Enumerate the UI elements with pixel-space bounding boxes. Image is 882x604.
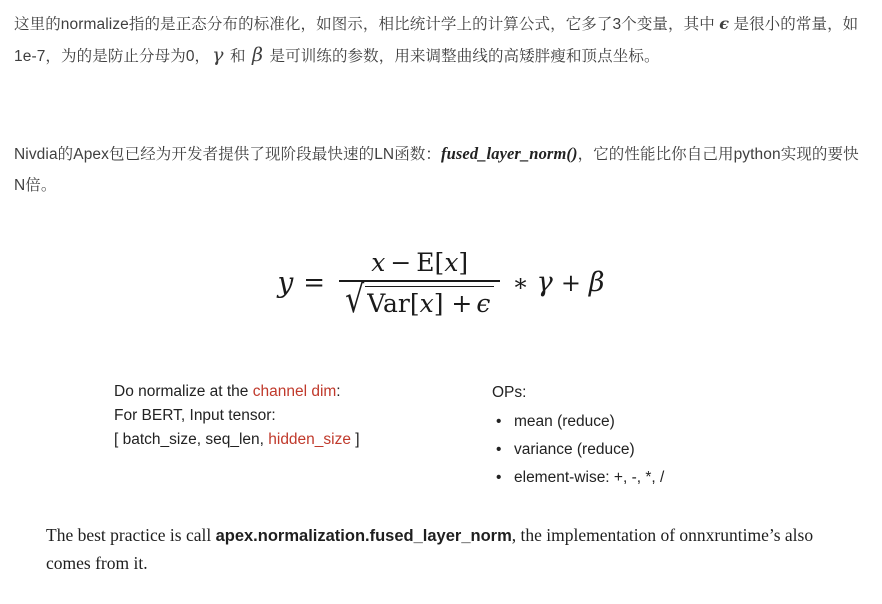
list-item <box>492 409 664 435</box>
list-item <box>492 437 664 463</box>
denominator-variance: Var[ <box>367 288 420 318</box>
hidden-size-highlight: hidden_size <box>268 431 351 448</box>
formula-row <box>277 248 605 322</box>
denominator-variance-x: x <box>419 288 434 318</box>
denominator-variance-close: ] + <box>433 288 473 318</box>
formula-beta: β <box>588 267 605 299</box>
numerator-expectation-close: ] <box>458 248 469 277</box>
radicand <box>365 286 494 318</box>
radical-sign: √ <box>345 277 365 322</box>
paragraph-normalize-explanation <box>14 8 866 72</box>
ops-title: OPs: <box>492 384 527 401</box>
paragraph-apex-note <box>14 138 866 201</box>
practice-pre: The best practice is call <box>46 525 216 545</box>
numerator-x: x <box>371 248 386 277</box>
formula-gamma: γ <box>536 267 553 299</box>
paragraph2-segment1: Nivdia的Apex包已经为开发者提供了现阶段最快速的LN函数： <box>14 146 442 163</box>
formula-lhs-y: y <box>277 266 294 300</box>
paragraph1-segment4: 是可训练的参数，用来调整曲线的高矮胖瘦和顶点坐标。 <box>265 48 660 65</box>
beta-symbol-inline: β <box>252 44 264 66</box>
formula-fraction <box>335 248 504 322</box>
notes-left-line3-pre: [ batch_size, seq_len, <box>114 431 269 448</box>
paragraph1-segment3: 和 <box>225 48 251 65</box>
ops-item-label: element-wise: +, -, *, / <box>514 469 665 486</box>
best-practice-note <box>46 522 846 577</box>
notes-left-line3-post: ] <box>350 431 360 448</box>
ops-item-label: variance (reduce) <box>514 441 635 458</box>
practice-post: , the implementation of onnxruntime’s also comes from it. <box>46 525 814 573</box>
paragraph2-segment2: ，它的性能比你自己用python实现的要快N倍。 <box>14 146 859 194</box>
formula-equals-sign: = <box>303 267 326 298</box>
layer-norm-formula <box>0 248 882 322</box>
numerator-expectation: E[ <box>416 248 445 277</box>
fused-layer-norm-code: fused_layer_norm() <box>441 144 578 163</box>
numerator-minus: − <box>390 248 412 277</box>
denominator-epsilon: ϵ <box>476 288 491 318</box>
notes-right-column <box>492 380 664 493</box>
notes-left-line2: For BERT, Input tensor: <box>114 407 276 424</box>
formula-plus-sign: + <box>560 268 581 297</box>
paragraph1-segment1: 这里的normalize指的是正态分布的标准化，如图示，相比统计学上的计算公式，它多了3个变量，其中 <box>14 16 720 33</box>
list-item <box>492 465 664 491</box>
paragraph1-segment2: 是很小的常量，如1e-7，为的是防止分母为0， <box>14 16 859 65</box>
formula-numerator <box>365 248 474 280</box>
formula-denominator <box>339 277 500 322</box>
bullet-icon: • <box>496 413 502 430</box>
channel-dim-highlight: channel dim <box>252 383 337 400</box>
square-root <box>345 277 494 322</box>
notes-left-line1-post: : <box>336 383 341 400</box>
gamma-symbol-inline: γ <box>212 44 224 66</box>
bullet-icon: • <box>496 441 502 458</box>
epsilon-symbol-inline: ϵ <box>719 14 730 33</box>
notes-left-line3 <box>114 428 360 452</box>
notes-left-column <box>114 380 360 452</box>
notes-left-line1-pre: Do normalize at the <box>114 383 253 400</box>
bullet-icon: • <box>496 469 502 486</box>
apex-fused-layer-norm-code: apex.normalization.fused_layer_norm <box>215 527 512 545</box>
notes-left-line1 <box>114 380 360 404</box>
numerator-expectation-x: x <box>444 248 459 277</box>
ops-list <box>492 409 664 491</box>
ops-item-label: mean (reduce) <box>514 413 615 430</box>
formula-multiply-sign: ∗ <box>512 268 529 297</box>
